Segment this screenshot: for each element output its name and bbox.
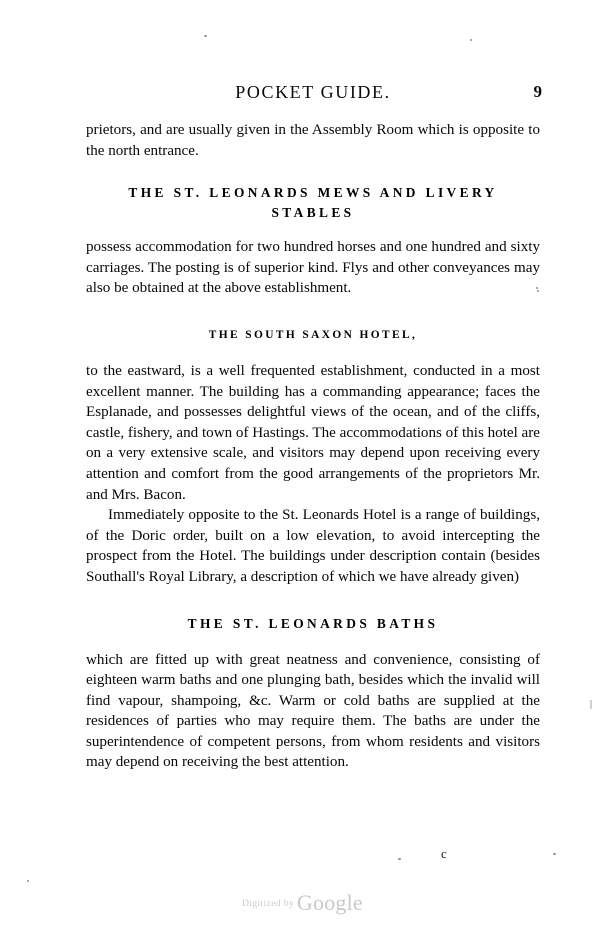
- scan-speckle: [553, 853, 556, 855]
- page-number: 9: [533, 82, 542, 101]
- spacer: [86, 299, 540, 325]
- paragraph-continued: prietors, and are usually given in the Assembly Room which is opposite to the north entrance.: [86, 122, 540, 159]
- spacer: [86, 588, 540, 614]
- google-watermark: [0, 890, 605, 916]
- paragraph-baths: which are fitted up with great neatness and convenience, consisting of eighteen warm baths and one plunging bath, besides which the invalid will find vapour, shampoing, &c. Warm or cold baths are supplied at the residences of parties who may require them. The baths are under the superintendence of competent persons, from whom residents and visitors may depend on receiving the best attention.: [86, 651, 540, 771]
- paragraph-mews: possess accommodation for two hundred horses and one hundred and sixty carriages. The posting is of superior kind. Flys and other conveyances may also be obtained at the above establishment.: [86, 239, 540, 297]
- spacer: [86, 223, 540, 237]
- running-head-title: POCKET GUIDE.: [235, 82, 391, 102]
- spacer: [86, 161, 540, 183]
- watermark-prefix: Digitized by: [242, 899, 297, 909]
- section-heading-mews-line2: STABLES: [271, 205, 355, 221]
- paragraph-hotel: to the eastward, is a well frequented establishment, conducted in a most excellent manner. The building has a commanding appearance; faces the Esplanade, and possesses delightful views of the ocean, and of the cliffs, castle, fishery, and town of Hastings. The accommodations of this hotel are on a very extensive scale, and visitors may depend upon receiving every attention and comfort from the good arrangements of the proprietors Mr. and Mrs. Bacon.: [86, 362, 540, 503]
- section-heading-hotel: THE SOUTH SAXON HOTEL,: [208, 328, 418, 341]
- scan-speckle: [590, 700, 592, 709]
- spacer: [86, 634, 540, 650]
- scan-speckle: [470, 39, 472, 41]
- scan-speckle: [204, 35, 207, 37]
- paragraph-doric: Immediately opposite to the St. Leonards Hotel is a range of buildings, of the Doric order, built on a low elevation, to avoid intercepting the prospect from the Hotel. The buildings under description contain (besides Southall's Royal Library, a description of which we have already given): [86, 507, 540, 585]
- text-block: [86, 120, 540, 773]
- section-heading-mews: THE ST. LEONARDS MEWS AND LIVERY: [128, 185, 498, 201]
- running-head: [86, 82, 540, 106]
- signature-mark: c: [441, 846, 447, 861]
- scan-speckle: [27, 880, 29, 882]
- scan-speckle: [398, 858, 401, 860]
- spacer: [86, 345, 540, 361]
- section-heading-baths: THE ST. LEONARDS BATHS: [187, 615, 439, 631]
- watermark-logo: Google: [296, 890, 363, 915]
